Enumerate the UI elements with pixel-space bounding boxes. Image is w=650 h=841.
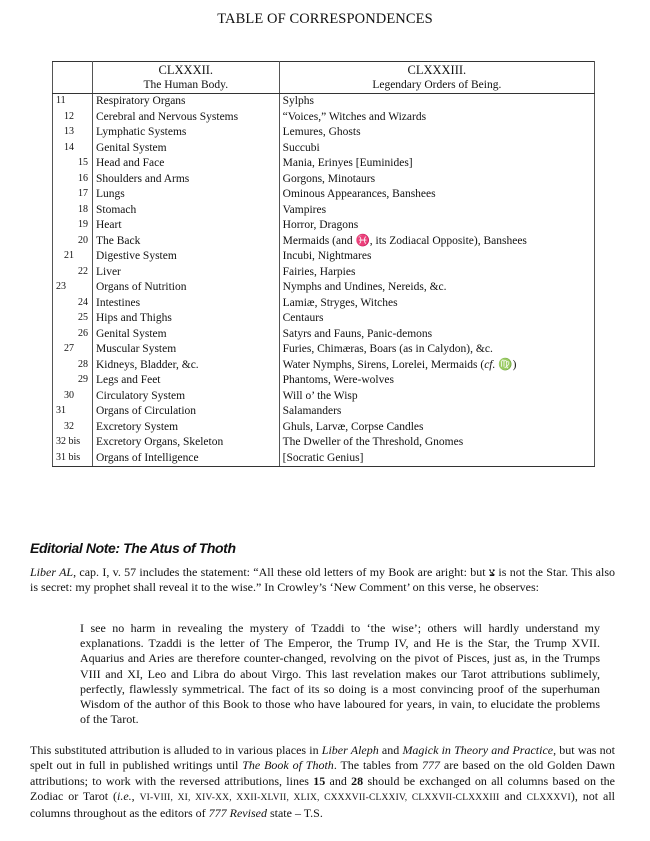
book-title: The Book of Thoth — [242, 758, 334, 773]
being-text: Horror, Dragons — [282, 219, 359, 231]
row-number-label: 17 — [78, 188, 88, 199]
legendary-being-cell — [279, 296, 594, 312]
human-body-cell: Digestive System — [92, 249, 279, 265]
text: , cap. I, v. 57 includes the statement: “All these old letters of my Book are aright: but — [73, 565, 489, 579]
legendary-being-cell — [279, 156, 594, 172]
being-text: Mania, Erinyes [Euminides] — [282, 157, 413, 169]
legendary-being-cell — [279, 234, 594, 250]
row-number-label: 19 — [78, 219, 88, 230]
row-number-label: 27 — [64, 343, 74, 354]
human-body-cell: Organs of Nutrition — [92, 280, 279, 296]
being-text: Vampires — [282, 203, 327, 216]
table-row — [53, 327, 595, 343]
row-number-label: 31 — [56, 405, 66, 416]
table-row — [53, 389, 595, 405]
row-number-label: 20 — [78, 234, 88, 246]
row-number — [53, 373, 93, 389]
row-number-label: 18 — [78, 203, 88, 215]
row-number — [53, 311, 93, 327]
legendary-being-cell — [279, 373, 594, 389]
human-body-cell: Organs of Intelligence — [92, 451, 279, 467]
table-row — [53, 420, 595, 436]
being-text: Incubi, Nightmares — [282, 250, 372, 262]
legendary-being-cell — [279, 187, 594, 203]
text: and — [499, 788, 527, 803]
legendary-being-cell — [279, 172, 594, 188]
human-body-cell: Shoulders and Arms — [92, 172, 279, 188]
being-text: Ghuls, Larvæ, Corpse Candles — [282, 420, 424, 433]
legendary-being-cell — [279, 404, 594, 420]
legendary-being-cell — [279, 327, 594, 343]
legendary-being-cell — [279, 342, 594, 358]
text: , but was not spelt out in full in published writings until — [30, 743, 615, 773]
table-row — [53, 156, 595, 172]
row-number — [53, 404, 93, 420]
human-body-cell: Respiratory Organs — [92, 94, 279, 110]
legendary-being-cell — [279, 203, 594, 219]
text: are based on the old Golden Dawn attributions; to work with the reversed attributions, lines — [30, 758, 615, 788]
block-quote: I see no harm in revealing the mystery of Tzaddi to ‘the wise’; others will hardly understand my explanations. Tzaddi is the letter of The Emperor, the Trump IV, and He is the Star, the Trump XVII. Aquarius and Aries are therefore counter-changed, revolving on the pivot of Pisces, just as, in the Trumps VIII and XI, Leo and Libra do about Virgo. This last revelation makes our Tarot attributions sublimely, perfectly, flawlessly symmetrical. The fact of its so doing is a most convincing proof of the superhuman Wisdom of the author of this Book to those who have laboured for years, in vain, to elucidate the problems of the Tarot. — [80, 621, 600, 727]
being-text: Furies, Chimæras, Boars (as in Calydon), &c. — [282, 343, 493, 355]
legendary-being-cell — [279, 280, 594, 296]
row-number-label: 14 — [64, 141, 74, 153]
being-text: “Voices,” Witches and Wizards — [282, 110, 427, 123]
human-body-cell: Genital System — [92, 327, 279, 343]
being-text: Nymphs and Undines, Nereids, &c. — [282, 281, 447, 293]
being-text: Fairies, Harpies — [282, 265, 356, 278]
being-text: Satyrs and Fauns, Panic-demons — [282, 327, 433, 340]
book-title: 777 Revised — [208, 806, 267, 821]
legendary-being-cell — [279, 141, 594, 157]
row-number-label: 12 — [64, 110, 74, 122]
being-text: Mermaids (and ♓, its Zodiacal Opposite), Banshees — [282, 234, 527, 247]
row-number — [53, 358, 93, 374]
table-row — [53, 451, 595, 467]
being-text: Salamanders — [282, 405, 342, 417]
text: state – T.S. — [266, 806, 323, 821]
book-title: Magick in Theory and Practice — [402, 743, 554, 757]
text: ), not all columns throughout as the editors of — [30, 788, 615, 821]
row-number-label: 28 — [78, 358, 88, 370]
human-body-cell: Head and Face — [92, 156, 279, 172]
table-row — [53, 125, 595, 141]
row-number — [53, 218, 93, 234]
row-number-label: 22 — [78, 265, 88, 277]
table-row — [53, 311, 595, 327]
human-body-cell: Organs of Circulation — [92, 404, 279, 420]
being-text: Lamiæ, Stryges, Witches — [282, 296, 398, 309]
human-body-cell: Legs and Feet — [92, 373, 279, 389]
table-row — [53, 172, 595, 188]
human-body-cell: Hips and Thighs — [92, 311, 279, 327]
row-number — [53, 172, 93, 188]
book-title: 777 — [422, 758, 441, 773]
human-body-cell: Kidneys, Bladder, &c. — [92, 358, 279, 374]
page-title: TABLE OF CORRESPONDENCES — [217, 11, 433, 27]
row-number — [53, 420, 93, 436]
row-number-label: 21 — [64, 250, 74, 261]
human-body-cell: Liver — [92, 265, 279, 281]
table-row — [53, 234, 595, 250]
row-number — [53, 327, 93, 343]
row-number — [53, 435, 93, 451]
book-title: Liber AL — [30, 565, 74, 579]
text: is not the Star. This also is secret: my prophet shall reveal it to the wise.” In Crowley’s ‘New Comment’ on this verse, he observes: — [30, 565, 615, 595]
line-number: 28 — [351, 773, 364, 788]
legendary-being-cell — [279, 420, 594, 436]
legendary-being-cell — [279, 358, 594, 374]
line-number: 15 — [313, 773, 326, 788]
row-number — [53, 296, 93, 312]
table-row — [53, 265, 595, 281]
being-text: The Dweller of the Threshold, Gnomes — [282, 436, 464, 448]
human-body-cell: Circulatory System — [92, 389, 279, 405]
row-number — [53, 187, 93, 203]
legendary-being-cell — [279, 110, 594, 126]
table-row — [53, 435, 595, 451]
column-header-legendary-orders — [279, 62, 594, 94]
row-number-label: 23 — [56, 281, 66, 292]
editorial-heading: Editorial Note: The Atus of Thoth — [30, 540, 236, 556]
human-body-cell: Excretory Organs, Skeleton — [92, 435, 279, 451]
being-text: Water Nymphs, Sirens, Lorelei, Mermaids ( — [282, 358, 485, 371]
editorial-paragraph-2 — [30, 743, 615, 821]
table-header-row — [53, 62, 595, 94]
table-row — [53, 187, 595, 203]
table-row — [53, 342, 595, 358]
row-number — [53, 125, 93, 141]
row-number-label: 16 — [78, 172, 88, 184]
row-number — [53, 110, 93, 126]
legendary-being-cell — [279, 389, 594, 405]
correspondence-table — [52, 61, 595, 467]
human-body-cell: Excretory System — [92, 420, 279, 436]
row-number-label: 31 bis — [56, 451, 81, 463]
column-list: VI-VIII, XI, XIV-XX, XXII-XLVII, XLIX, CXXXVII-CLXXIV, CLXXVII-CLXXXIII — [139, 792, 500, 803]
column-subtitle: Legendary Orders of Being. — [372, 78, 502, 91]
human-body-cell: The Back — [92, 234, 279, 250]
abbrev: i.e. — [117, 788, 132, 803]
row-number — [53, 141, 93, 157]
row-number-label: 29 — [78, 374, 88, 385]
being-text: Centaurs — [282, 312, 324, 324]
row-number-label: 24 — [78, 296, 88, 308]
text: should be exchanged on all columns based on the Zodiac or Tarot ( — [30, 773, 616, 803]
table-row — [53, 358, 595, 374]
row-number — [53, 156, 93, 172]
row-number — [53, 342, 93, 358]
column-header-human-body — [92, 62, 279, 94]
being-text: Gorgons, Minotaurs — [282, 172, 376, 185]
legendary-being-cell — [279, 451, 594, 467]
table-row — [53, 218, 595, 234]
row-number — [53, 249, 93, 265]
row-number — [53, 94, 93, 110]
table-row — [53, 249, 595, 265]
column-roman: CLXXXII. — [158, 63, 214, 77]
being-text: ♍) — [495, 358, 517, 371]
row-number-label: 32 — [64, 420, 74, 432]
being-text: Phantoms, Were-wolves — [282, 374, 394, 386]
row-number-label: 26 — [78, 327, 88, 339]
legendary-being-cell — [279, 435, 594, 451]
table-row — [53, 296, 595, 312]
table-row — [53, 94, 595, 110]
column-roman: CLXXXIII. — [407, 63, 467, 77]
table-row — [53, 110, 595, 126]
row-number-label: 11 — [56, 95, 66, 106]
being-text: Sylphs — [282, 95, 314, 107]
row-number — [53, 234, 93, 250]
tzaddi-glyph: צ — [488, 565, 496, 579]
human-body-cell: Cerebral and Nervous Systems — [92, 110, 279, 126]
legendary-being-cell — [279, 249, 594, 265]
table-row — [53, 203, 595, 219]
human-body-cell: Heart — [92, 218, 279, 234]
column-subtitle: The Human Body. — [143, 78, 229, 91]
row-number — [53, 265, 93, 281]
text: . The tables from — [333, 758, 423, 773]
legendary-being-cell — [279, 265, 594, 281]
table-row — [53, 280, 595, 296]
human-body-cell: Lungs — [92, 187, 279, 203]
row-number — [53, 203, 93, 219]
human-body-cell: Genital System — [92, 141, 279, 157]
human-body-cell: Stomach — [92, 203, 279, 219]
row-number-label: 25 — [78, 312, 88, 323]
row-number — [53, 280, 93, 296]
column-list: CLXXXVI — [526, 792, 571, 803]
being-text: [Socratic Genius] — [282, 451, 364, 464]
legendary-being-cell — [279, 94, 594, 110]
table-row — [53, 373, 595, 389]
row-number-label: 15 — [78, 157, 88, 168]
human-body-cell: Lymphatic Systems — [92, 125, 279, 141]
book-title: Liber Aleph — [321, 743, 379, 757]
table-row — [53, 141, 595, 157]
text: and — [378, 743, 403, 757]
being-text: Will o’ the Wisp — [282, 389, 358, 402]
text: , — [131, 788, 140, 803]
legendary-being-cell — [279, 311, 594, 327]
human-body-cell: Muscular System — [92, 342, 279, 358]
row-number-label: 13 — [64, 126, 74, 137]
text: and — [325, 773, 352, 788]
row-number-label: 30 — [64, 389, 74, 401]
being-text: Ominous Appearances, Banshees — [282, 188, 436, 200]
text: This substituted attribution is alluded to in various places in — [30, 743, 322, 757]
legendary-being-cell — [279, 125, 594, 141]
being-text: Succubi — [282, 141, 320, 154]
human-body-cell: Intestines — [92, 296, 279, 312]
row-number — [53, 451, 93, 467]
row-number-label: 32 bis — [56, 436, 81, 447]
being-italic: cf. — [484, 358, 496, 371]
table-row — [53, 404, 595, 420]
row-number — [53, 389, 93, 405]
column-header-number — [53, 62, 93, 94]
being-text: Lemures, Ghosts — [282, 126, 361, 138]
legendary-being-cell — [279, 218, 594, 234]
editorial-paragraph-1 — [30, 565, 615, 596]
